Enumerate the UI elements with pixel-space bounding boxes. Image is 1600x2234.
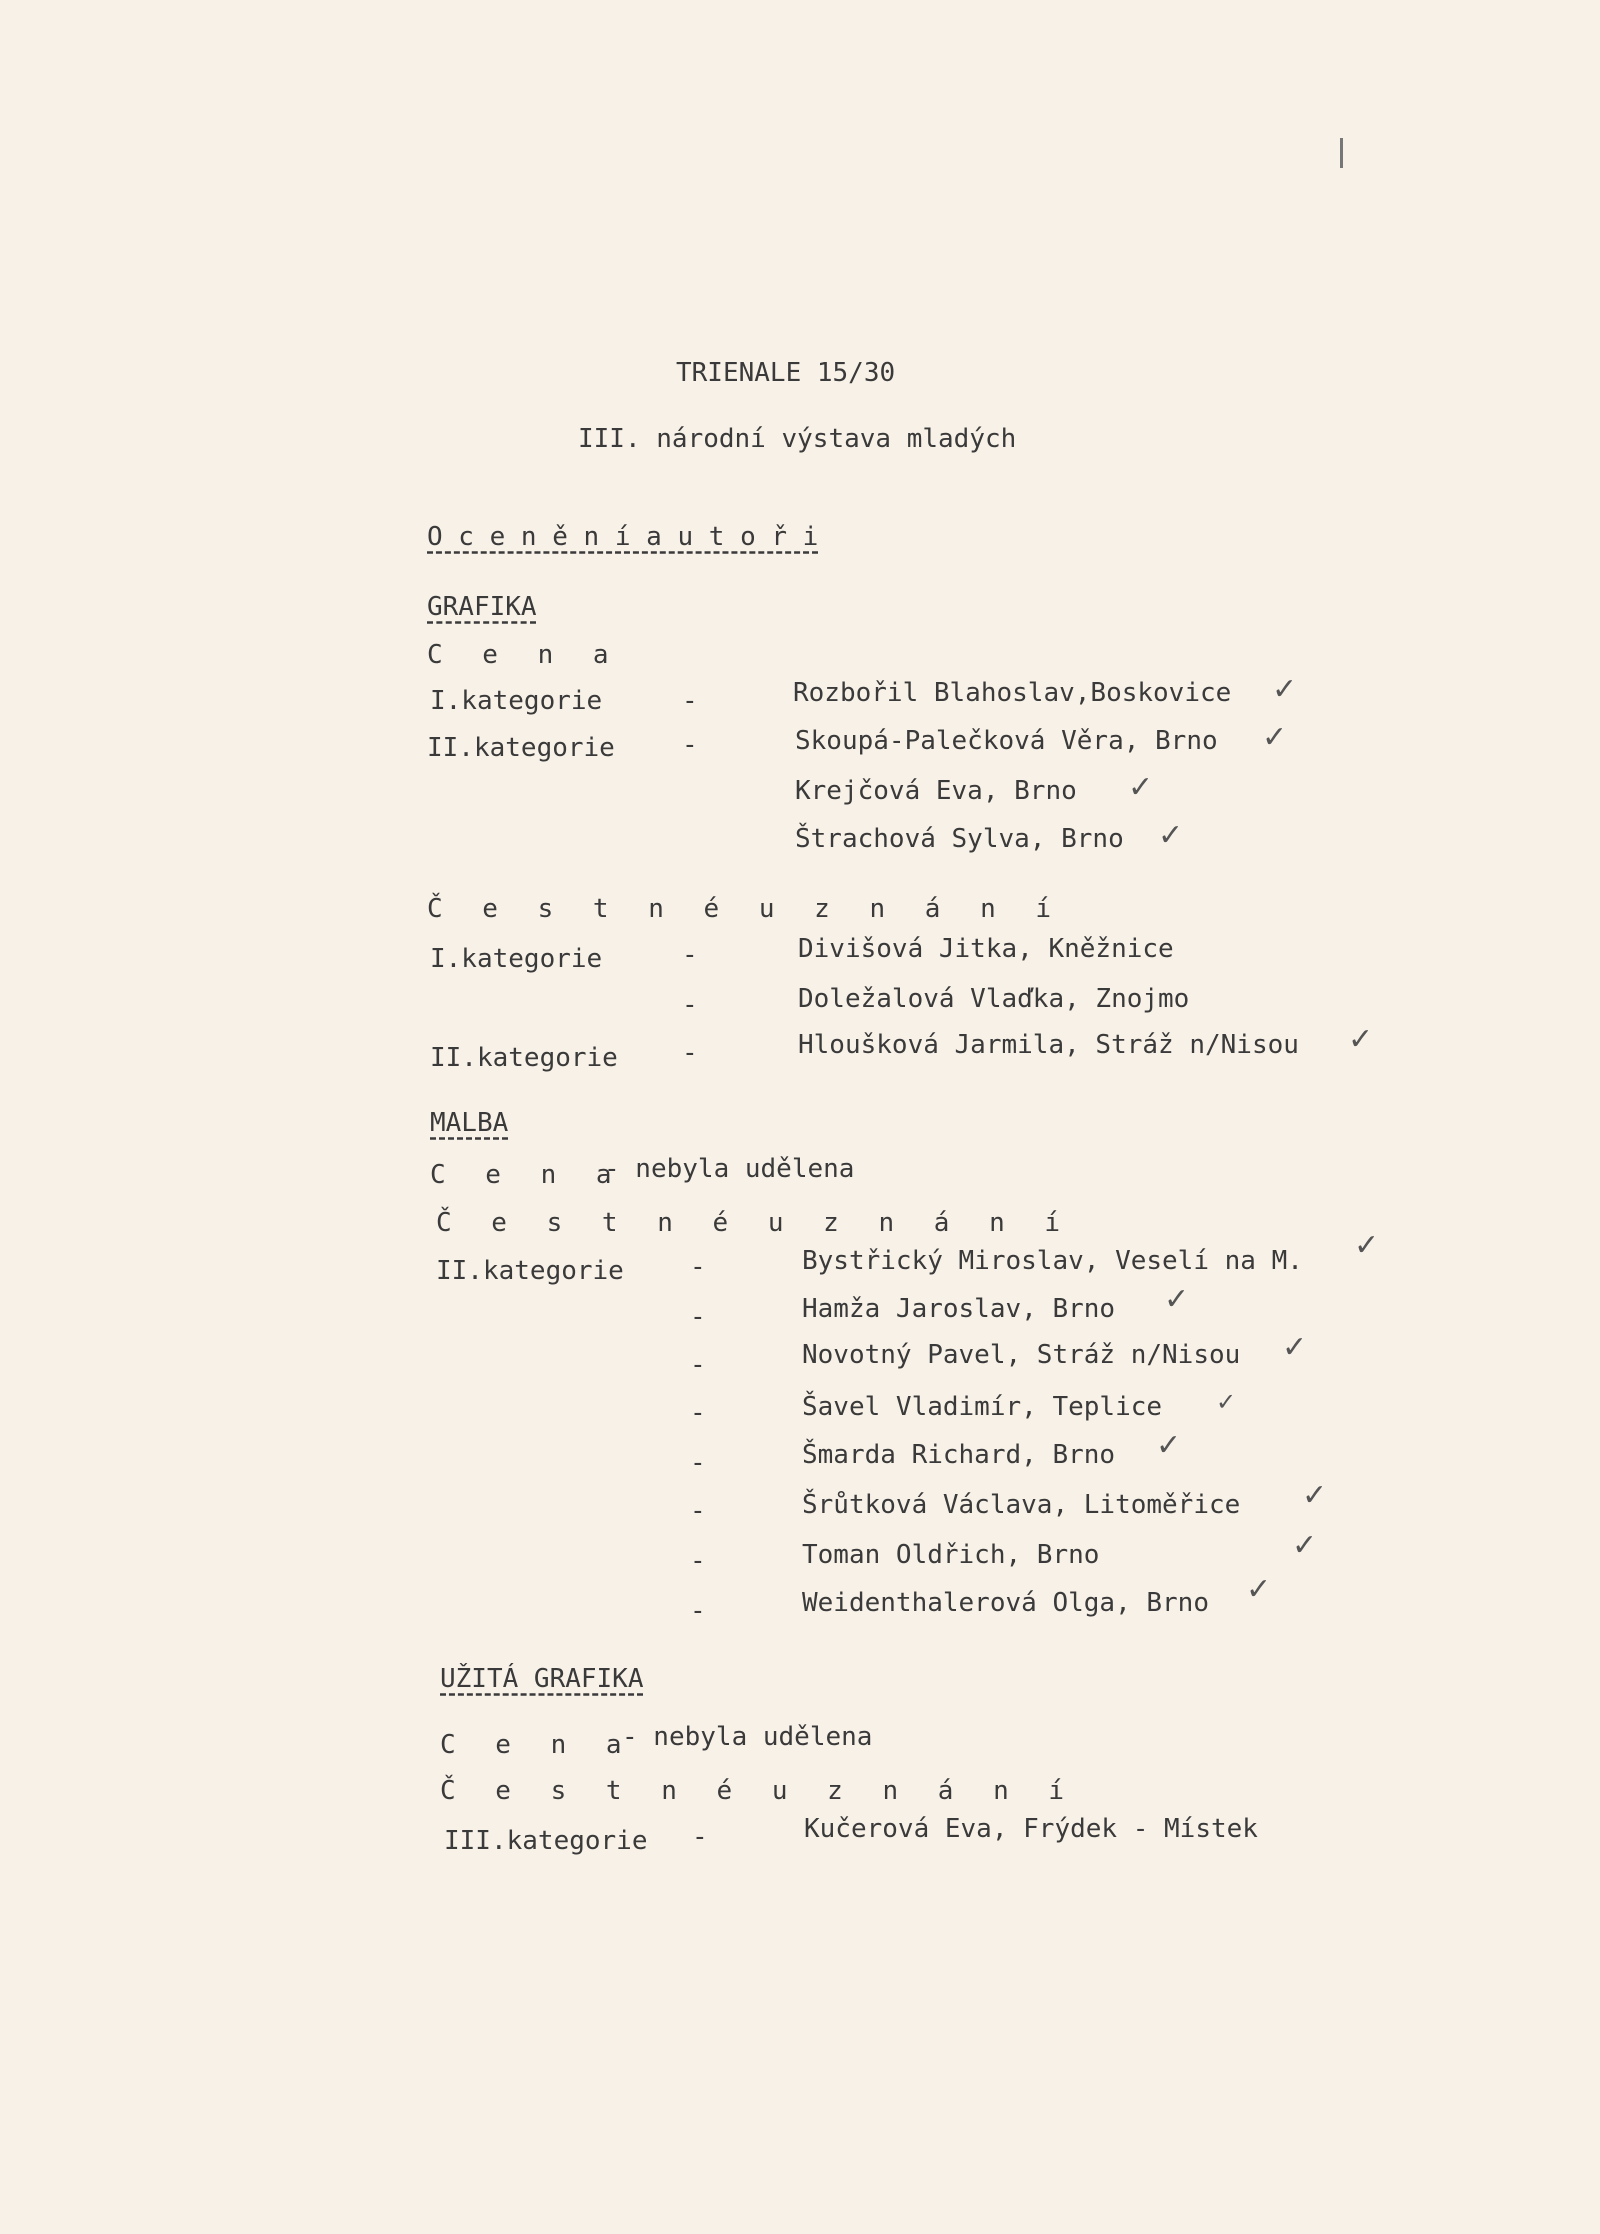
- grafika-row-category: II.kategorie: [427, 733, 615, 763]
- uzita-cena-label: C e n a: [440, 1730, 634, 1760]
- grafika-uznani-name: Hloušková Jarmila, Stráž n/Nisou: [798, 1030, 1299, 1060]
- grafika-uznani-name: Doležalová Vlaďka, Znojmo: [798, 984, 1190, 1014]
- grafika-uznani-name: Divišová Jitka, Kněžnice: [798, 934, 1174, 964]
- malba-category: II.kategorie: [436, 1256, 624, 1286]
- uzita-cena-note: - nebyla udělena: [622, 1722, 873, 1752]
- grafika-cena-label: C e n a: [427, 640, 621, 670]
- malba-row-dash: -: [690, 1252, 706, 1282]
- grafika-row-dash: -: [682, 686, 698, 716]
- malba-row-name: Šmarda Richard, Brno: [802, 1440, 1116, 1470]
- malba-row-name: Šavel Vladimír, Teplice: [802, 1392, 1163, 1422]
- grafika-row-name: Krejčová Eva, Brno: [795, 776, 1077, 806]
- uzita-grafika-heading: UŽITÁ GRAFIKA: [440, 1664, 644, 1694]
- malba-row-name: Bystřický Miroslav, Veselí na M.: [802, 1246, 1303, 1276]
- check-mark-icon: ✓: [1156, 1428, 1182, 1463]
- check-mark-icon: ✓: [1158, 818, 1184, 853]
- grafika-uznani-category: I.kategorie: [430, 944, 603, 974]
- grafika-row-dash: -: [682, 730, 698, 760]
- malba-heading: MALBA: [430, 1108, 509, 1138]
- check-mark-icon: ✓: [1164, 1282, 1190, 1317]
- grafika-uznani-dash: -: [682, 1038, 698, 1068]
- grafika-row-name: Skoupá-Palečková Věra, Brno: [795, 726, 1218, 756]
- grafika-row-name: Rozbořil Blahoslav,Boskovice: [793, 678, 1232, 708]
- check-mark-icon: ✓: [1282, 1330, 1308, 1365]
- document-subtitle: III. národní výstava mladých: [578, 424, 1017, 454]
- grafika-cestne-uznani-label: Č e s t n é u z n á n í: [427, 894, 1064, 924]
- check-mark-icon: ✓: [1354, 1228, 1380, 1263]
- malba-row-dash: -: [690, 1302, 706, 1332]
- malba-row-dash: -: [690, 1398, 706, 1428]
- malba-row-dash: -: [690, 1546, 706, 1576]
- grafika-heading: GRAFIKA: [427, 592, 537, 622]
- uzita-name: Kučerová Eva, Frýdek - Místek: [804, 1814, 1258, 1844]
- grafika-row-category: I.kategorie: [430, 686, 603, 716]
- check-mark-icon: ✓: [1246, 1572, 1272, 1607]
- malba-cena-note: - nebyla udělena: [604, 1154, 855, 1184]
- check-mark-icon: ✓: [1262, 720, 1288, 755]
- check-mark-icon: ✓: [1348, 1022, 1374, 1057]
- grafika-uznani-category: II.kategorie: [430, 1043, 618, 1073]
- malba-row-name: Šrůtková Václava, Litoměřice: [802, 1490, 1241, 1520]
- section-heading: O c e n ě n í a u t o ř i: [427, 522, 819, 552]
- malba-row-dash: -: [690, 1448, 706, 1478]
- check-mark-icon: ✓: [1272, 672, 1298, 707]
- malba-row-name: Hamža Jaroslav, Brno: [802, 1294, 1116, 1324]
- margin-mark: [1340, 138, 1343, 168]
- check-mark-icon: ✓: [1128, 770, 1154, 805]
- document-title: TRIENALE 15/30: [676, 358, 896, 388]
- malba-row-name: Weidenthalerová Olga, Brno: [802, 1588, 1209, 1618]
- malba-row-dash: -: [690, 1496, 706, 1526]
- malba-row-dash: -: [690, 1596, 706, 1626]
- grafika-uznani-dash: -: [682, 940, 698, 970]
- uzita-cestne-uznani-label: Č e s t n é u z n á n í: [440, 1776, 1077, 1806]
- grafika-row-name: Štrachová Sylva, Brno: [795, 824, 1124, 854]
- check-mark-icon: ✓: [1216, 1388, 1237, 1416]
- malba-row-dash: -: [690, 1350, 706, 1380]
- malba-row-name: Toman Oldřich, Brno: [802, 1540, 1100, 1570]
- check-mark-icon: ✓: [1292, 1528, 1318, 1563]
- malba-cena-label: C e n a: [430, 1160, 624, 1190]
- check-mark-icon: ✓: [1302, 1478, 1328, 1513]
- malba-row-name: Novotný Pavel, Stráž n/Nisou: [802, 1340, 1241, 1370]
- grafika-uznani-dash: -: [682, 990, 698, 1020]
- uzita-dash: -: [692, 1822, 708, 1852]
- uzita-category: III.kategorie: [444, 1826, 648, 1856]
- malba-cestne-uznani-label: Č e s t n é u z n á n í: [436, 1208, 1073, 1238]
